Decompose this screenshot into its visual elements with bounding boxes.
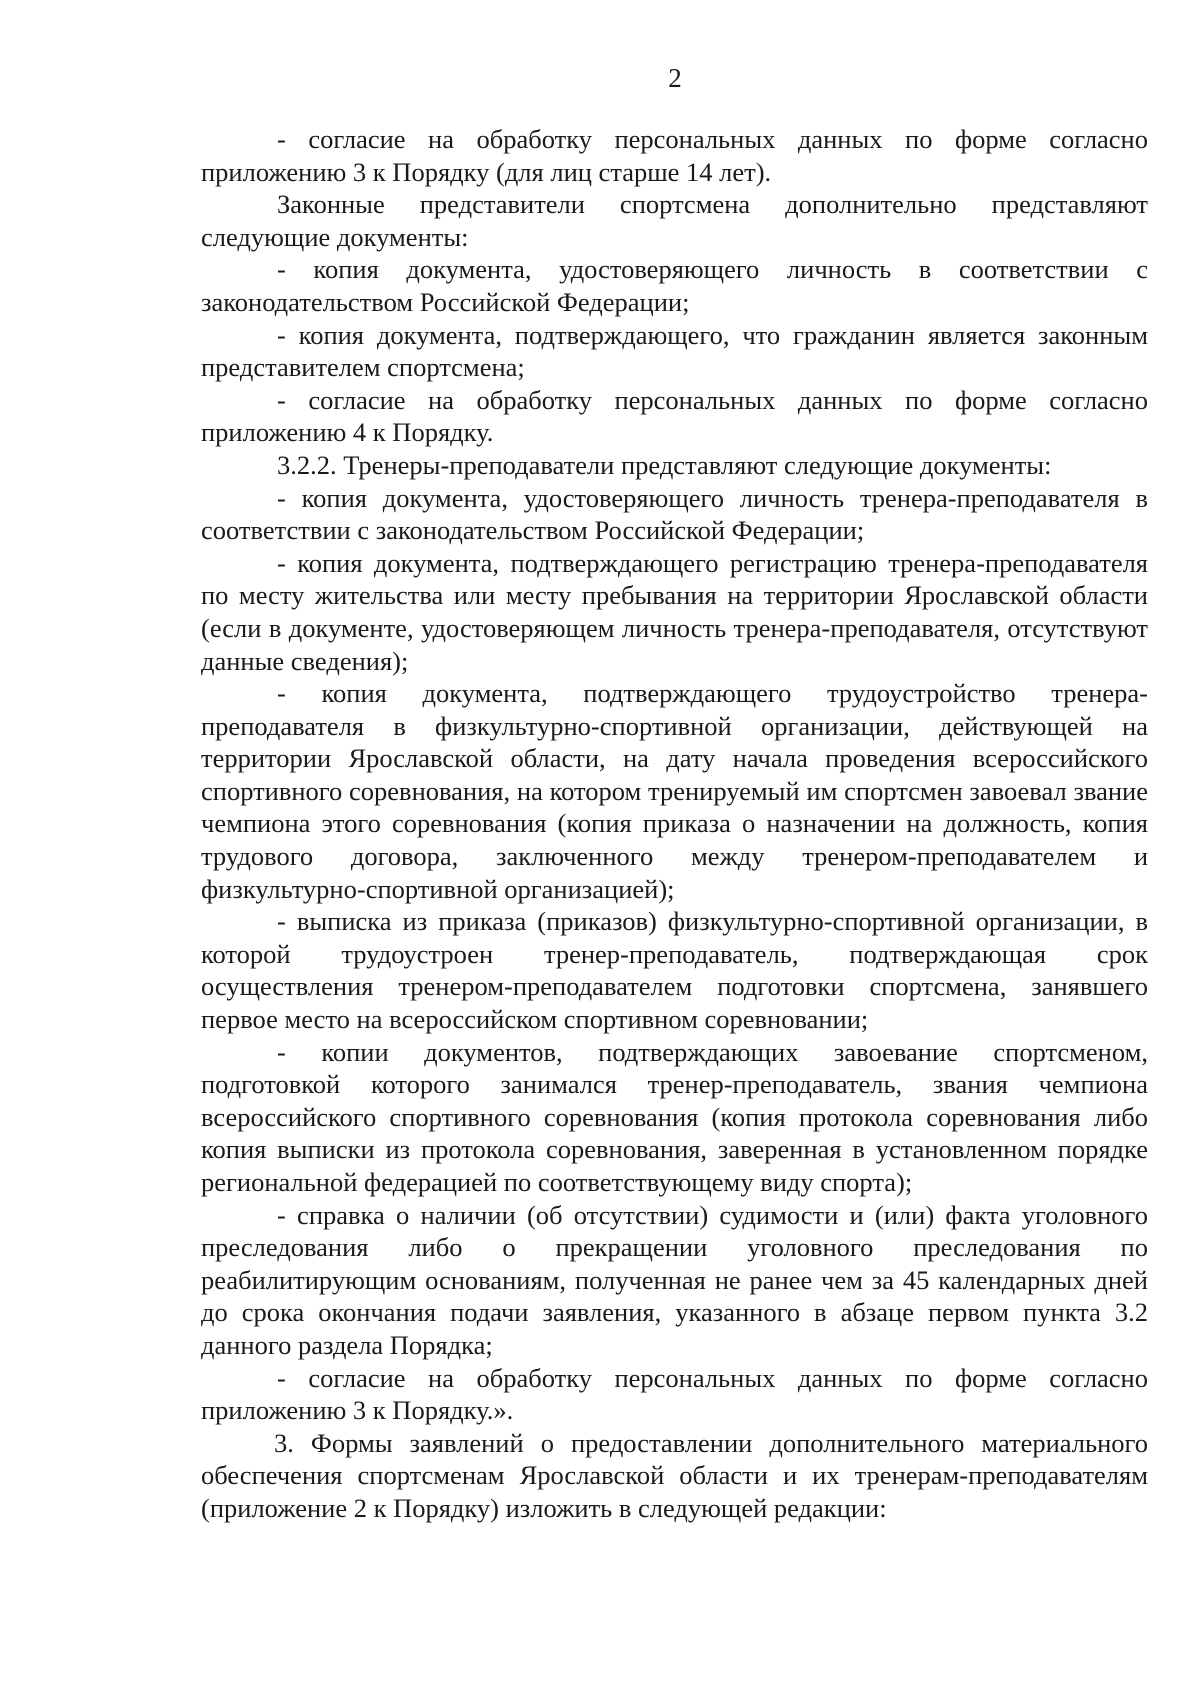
paragraph-section-3-2-2: 3.2.2. Тренеры-преподаватели представляют следующие документы: [277,449,1052,480]
paragraph-representative-proof: - копия документа, подтверждающего, что гражданин является законным представителем спортсмена; [201,319,1148,383]
paragraph-championship-proof: - копии документов, подтверждающих завоевание спортсменом, подготовкой которого занимался тренер-преподаватель, звания чемпиона всероссийского спортивного соревнования (копия протокола соревнования либо копия выписки из протокола соревнования, заверенная в установленном порядке региональной федерацией по соответствующему виду спорта); [201,1036,1148,1197]
paragraph-order-extract: - выписка из приказа (приказов) физкультурно-спортивной организации, в которой трудоустроен тренер-преподаватель, подтверждающая срок осуществления тренером-преподавателем подготовки спортсмена, занявшего первое место на всероссийском спортивном соревновании; [201,906,1148,1035]
paragraph-consent-appendix-4: - согласие на обработку персональных данных по форме согласно приложению 4 к Порядку. [201,384,1148,448]
paragraph-identity-copy: - копия документа, удостоверяющего личность в соответствии с законодательством Российской Федерации; [201,254,1148,317]
paragraph-consent-minor: - согласие на обработку персональных данных по форме согласно приложению 3 к Порядку (для лиц старше 14 лет). [201,124,1148,187]
page-number: 2 [668,63,682,93]
document-body [201,123,1148,1525]
paragraph-coach-employment: - копия документа, подтверждающего трудоустройство тренера-преподавателя в физкультурно-спортивной организации, действующей на территории Ярославской области, на дату начала проведения всероссийского спортивного соревнования, на котором тренируемый им спортсмен завоевал звание чемпиона этого соревнования (копия приказа о назначении на должность, копия трудового договора, заключенного между тренером-преподавателем и физкультурно-спортивной организацией); [201,678,1148,904]
paragraph-legal-representatives: Законные представители спортсмена дополнительно представляют следующие документы: [201,189,1148,252]
paragraph-section-3-forms: 3. Формы заявлений о предоставлении дополнительного материального обеспечения спортсменам Ярославской области и их тренерам-преподавателям (приложение 2 к Порядку) изложить в следующей редакции: [201,1427,1148,1523]
paragraph-coach-identity: - копия документа, удостоверяющего личность тренера-преподавателя в соответствии с законодательством Российской Федерации; [201,482,1148,546]
paragraph-coach-registration: - копия документа, подтверждающего регистрацию тренера-преподавателя по месту жительства или месту пребывания на территории Ярославской области (если в документе, удостоверяющем личность тренера-преподавателя, отсутствуют данные сведения); [201,547,1148,676]
paragraph-consent-appendix-3: - согласие на обработку персональных данных по форме согласно приложению 3 к Порядку.». [201,1362,1148,1426]
paragraph-criminal-record: - справка о наличии (об отсутствии) судимости и (или) факта уголовного преследования либо о прекращении уголовного преследования по реабилитирующим основаниям, полученная не ранее чем за 45 календарных дней до срока окончания подачи заявления, указанного в абзаце первом пункта 3.2 данного раздела Порядка; [201,1199,1148,1360]
